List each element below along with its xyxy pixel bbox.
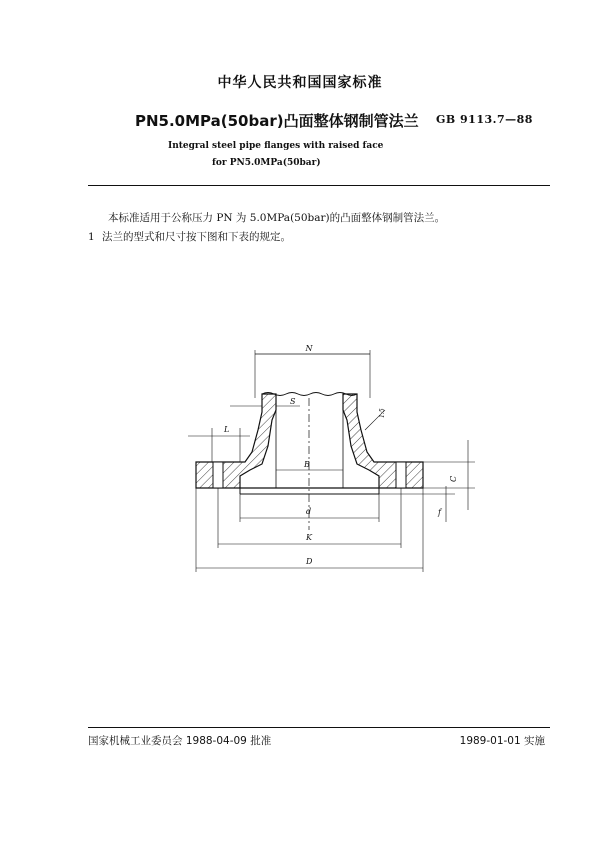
dim-S: S <box>290 397 296 406</box>
flange-section-right <box>343 394 423 488</box>
approval-line: 国家机械工业委员会 1988-04-09 批准 <box>88 735 272 747</box>
bolt-hole-left <box>213 462 223 488</box>
standard-title: PN5.0MPa(50bar)凸面整体钢制管法兰 <box>135 112 419 130</box>
dim-K: K <box>306 533 312 542</box>
bolt-hole-right <box>396 462 406 488</box>
dim-N: N <box>305 344 313 353</box>
english-title-line-2: for PN5.0MPa(50bar) <box>212 158 321 168</box>
dim-L: L <box>224 425 230 434</box>
clause-number: 1 <box>88 231 95 243</box>
national-standard-header: 中华人民共和国国家标准 <box>217 75 383 91</box>
scope-paragraph: 本标准适用于公称压力 PN 为 5.0MPa(50bar)的凸面整体钢制管法兰。 <box>108 212 446 224</box>
dim-C: C <box>449 475 458 482</box>
dim-d: d <box>306 507 312 516</box>
footer-rule <box>88 727 550 728</box>
dim-B: B <box>304 460 310 469</box>
flange-section-left <box>196 394 276 488</box>
dim-slope: 1:5 <box>379 408 386 418</box>
effective-date: 1989-01-01 实施 <box>459 735 545 747</box>
english-title-line-1: Integral steel pipe flanges with raised face <box>168 141 384 151</box>
clause-text: 法兰的型式和尺寸按下图和下表的规定。 <box>102 231 291 243</box>
standard-number: GB 9113.7—88 <box>436 113 533 126</box>
dim-D: D <box>306 557 313 566</box>
dim-f: f <box>438 508 441 517</box>
